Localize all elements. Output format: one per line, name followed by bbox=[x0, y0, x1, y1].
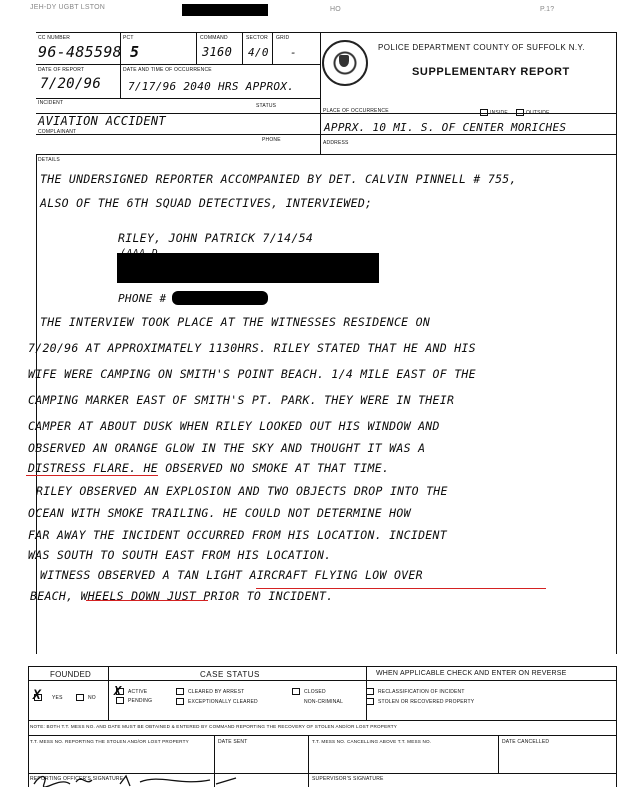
narrative-line: THE INTERVIEW TOOK PLACE AT THE WITNESSES RESIDENCE ON bbox=[40, 315, 431, 329]
sector-value: 4/0 bbox=[248, 46, 269, 59]
date-occurrence-label: DATE AND TIME OF OCCURRENCE bbox=[123, 67, 212, 73]
narrative-line: RILEY OBSERVED AN EXPLOSION AND TWO OBJECTS DROP INTO THE bbox=[36, 484, 448, 498]
witness-phone-label: PHONE # bbox=[118, 292, 167, 305]
complainant-label: COMPLAINANT bbox=[38, 129, 77, 135]
narrative-line: DISTRESS FLARE. HE OBSERVED NO SMOKE AT THAT TIME. bbox=[28, 461, 390, 475]
county-seal-icon bbox=[322, 40, 368, 86]
fax-header-right: P.1? bbox=[540, 6, 555, 13]
sector-label: SECTOR bbox=[246, 35, 268, 41]
narrative-line: FAR AWAY THE INCIDENT OCCURRED FROM HIS LOCATION. INCIDENT bbox=[28, 528, 447, 542]
note-text: NOTE: BOTH T.T. MESS NO. AND DATE MUST BE OBTAINED & ENTERED BY COMMAND REPORTING THE RECOVERY OF STOLEN AND/OR LOST PROPERTY bbox=[30, 724, 398, 729]
place-label: PLACE OF OCCURRENCE bbox=[323, 108, 389, 114]
place-value: APPRX. 10 MI. S. OF CENTER MORICHES bbox=[324, 121, 567, 134]
narrative-line: WIFE WERE CAMPING ON SMITH'S POINT BEACH. 1/4 MILE EAST OF THE bbox=[28, 367, 476, 381]
redaction-bar bbox=[117, 253, 379, 283]
red-underline bbox=[26, 475, 158, 476]
cc-number-label: CC NUMBER bbox=[38, 35, 71, 41]
cleared-arrest-checkbox[interactable] bbox=[176, 688, 184, 695]
status-pending-checkbox[interactable] bbox=[116, 697, 124, 704]
date-cancelled-label: DATE CANCELLED bbox=[502, 739, 550, 745]
command-label: COMMAND bbox=[200, 35, 228, 41]
reclassification-checkbox[interactable] bbox=[366, 688, 374, 695]
stolen-recovered-checkbox[interactable] bbox=[366, 698, 374, 705]
reporting-officer-signature bbox=[30, 772, 270, 787]
tt-cancel-label: T.T. MESS NO. CANCELLING ABOVE T.T. MESS NO. bbox=[312, 739, 432, 744]
witness-name: RILEY, JOHN PATRICK 7/14/54 bbox=[118, 231, 314, 245]
status-active-mark: X bbox=[114, 684, 122, 698]
pct-value: 5 bbox=[130, 43, 140, 61]
red-underline bbox=[256, 588, 546, 589]
cc-number-value: 96-485598 bbox=[38, 43, 122, 61]
tt-report-label: T.T. MESS NO. REPORTING THE STOLEN AND/OR LOST PROPERTY bbox=[30, 739, 189, 744]
no-label: NO bbox=[88, 695, 96, 701]
exceptionally-cleared-checkbox[interactable] bbox=[176, 698, 184, 705]
date-occurrence-value: 7/17/96 2040 HRS APPROX. bbox=[128, 80, 295, 93]
founded-yes-mark: X bbox=[33, 688, 42, 703]
narrative-line: OBSERVED AN ORANGE GLOW IN THE SKY AND THOUGHT IT WAS A bbox=[28, 441, 426, 455]
incident-value: AVIATION ACCIDENT bbox=[38, 114, 166, 128]
redaction-bar bbox=[172, 291, 268, 305]
yes-label: YES bbox=[52, 695, 63, 701]
narrative-line: ALSO OF THE 6TH SQUAD DETECTIVES, INTERVIEWED; bbox=[40, 196, 373, 210]
grid-value: - bbox=[290, 46, 297, 59]
founded-label: FOUNDED bbox=[50, 670, 91, 679]
when-applicable-label: WHEN APPLICABLE CHECK AND ENTER ON REVERSE bbox=[376, 670, 567, 677]
outside-checkbox[interactable] bbox=[516, 109, 524, 116]
address-label: ADDRESS bbox=[323, 140, 349, 146]
closed-label: CLOSED bbox=[304, 689, 326, 695]
date-of-report-value: 7/20/96 bbox=[40, 76, 102, 92]
narrative-line: THE UNDERSIGNED REPORTER ACCOMPANIED BY DET. CALVIN PINNELL # 755, bbox=[40, 172, 517, 186]
date-of-report-label: DATE OF REPORT bbox=[38, 67, 85, 73]
red-underline bbox=[86, 600, 208, 601]
exceptionally-cleared-label: EXCEPTIONALLY CLEARED bbox=[188, 699, 258, 705]
agency-name: POLICE DEPARTMENT COUNTY OF SUFFOLK N.Y. bbox=[378, 43, 585, 52]
date-sent-label: DATE SENT bbox=[218, 739, 248, 745]
case-status-label: CASE STATUS bbox=[200, 670, 260, 679]
cleared-arrest-label: CLEARED BY ARREST bbox=[188, 689, 245, 695]
narrative-line: 7/20/96 AT APPROXIMATELY 1130HRS. RILEY STATED THAT HE AND HIS bbox=[28, 341, 476, 355]
phone-label: PHONE bbox=[262, 137, 281, 143]
status-label: STATUS bbox=[256, 103, 277, 109]
narrative-line: WAS SOUTH TO SOUTH EAST FROM HIS LOCATION. bbox=[28, 548, 332, 562]
narrative-line: BEACH, WHEELS DOWN JUST PRIOR TO INCIDENT. bbox=[30, 589, 334, 603]
reporting-signature-label: REPORTING OFFICER'S SIGNATURE bbox=[30, 776, 124, 782]
outside-label: OUTSIDE bbox=[526, 110, 550, 116]
fax-header-middle: HO bbox=[330, 6, 341, 13]
command-value: 3160 bbox=[202, 45, 233, 59]
supervisor-signature-label: SUPERVISOR'S SIGNATURE bbox=[312, 776, 384, 782]
pending-label: PENDING bbox=[128, 698, 153, 704]
inside-checkbox[interactable] bbox=[480, 109, 488, 116]
incident-label: INCIDENT bbox=[38, 100, 64, 106]
narrative-line: WITNESS OBSERVED A TAN LIGHT AIRCRAFT FLYING LOW OVER bbox=[40, 568, 423, 582]
non-criminal-label: NON-CRIMINAL bbox=[304, 699, 344, 705]
report-title: SUPPLEMENTARY REPORT bbox=[412, 66, 570, 78]
narrative-line: OCEAN WITH SMOKE TRAILING. HE COULD NOT DETERMINE HOW bbox=[28, 506, 411, 520]
narrative-line: CAMPER AT ABOUT DUSK WHEN RILEY LOOKED OUT HIS WINDOW AND bbox=[28, 419, 440, 433]
fax-header-left: JEH-DY UGBT LSTON bbox=[30, 4, 105, 11]
grid-label: GRID bbox=[276, 35, 290, 41]
pct-label: PCT bbox=[123, 35, 134, 41]
redaction-bar bbox=[182, 4, 268, 16]
founded-no-checkbox[interactable] bbox=[76, 694, 84, 701]
closed-checkbox[interactable] bbox=[292, 688, 300, 695]
active-label: ACTIVE bbox=[128, 689, 148, 695]
stolen-recovered-label: STOLEN OR RECOVERED PROPERTY bbox=[378, 699, 475, 705]
details-label: DETAILS bbox=[38, 157, 60, 163]
narrative-line: CAMPING MARKER EAST OF SMITH'S PT. PARK. THEY WERE IN THEIR bbox=[28, 393, 455, 407]
reclassification-label: RECLASSIFICATION OF INCIDENT bbox=[378, 689, 465, 695]
inside-label: INSIDE bbox=[490, 110, 508, 116]
